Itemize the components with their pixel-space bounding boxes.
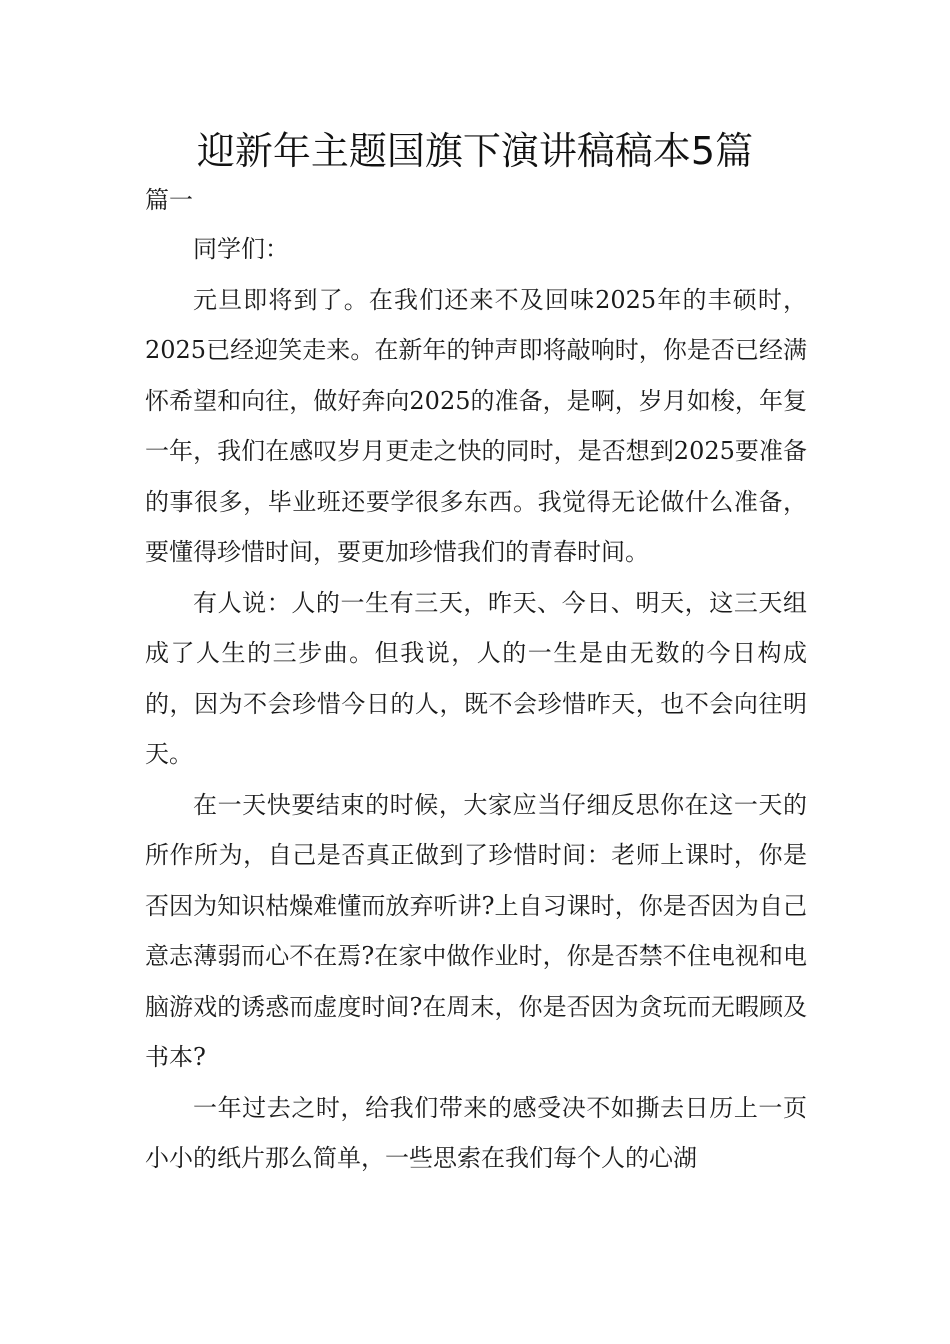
document-body — [145, 224, 807, 1184]
body-paragraph-3: 在一天快要结束的时候，大家应当仔细反思你在这一天的所作所为，自己是否真正做到了珍惜时间：老师上课时，你是否因为知识枯燥难懂而放弃听讲?上自习课时，你是否因为自己意志薄弱而心不在焉?在家中做作业时，你是否禁不住电视和电脑游戏的诱惑而虚度时间?在周末，你是否因为贪玩而无暇顾及书本? — [145, 790, 807, 1071]
body-paragraph-4: 一年过去之时，给我们带来的感受决不如撕去日历上一页小小的纸片那么简单，一些思索在我们每个人的心湖 — [145, 1093, 807, 1172]
body-paragraph-1: 元旦即将到了。在我们还来不及回味2025年的丰硕时，2025已经迎笑走来。在新年的钟声即将敲响时，你是否已经满怀希望和向往，做好奔向2025的准备，是啊，岁月如梭，年复一年，我们在感叹岁月更走之快的同时，是否想到2025要准备的事很多，毕业班还要学很多东西。我觉得无论做什么准备，要懂得珍惜时间，要更加珍惜我们的青春时间。 — [145, 285, 807, 566]
document-title: 迎新年主题国旗下演讲稿稿本5篇 — [196, 129, 754, 173]
section-label: 篇一 — [145, 186, 193, 214]
body-paragraph-2: 有人说：人的一生有三天，昨天、今日、明天，这三天组成了人生的三步曲。但我说，人的一生是由无数的今日构成的，因为不会珍惜今日的人，既不会珍惜昨天，也不会向往明天。 — [145, 588, 807, 768]
greeting-paragraph: 同学们： — [193, 235, 289, 263]
